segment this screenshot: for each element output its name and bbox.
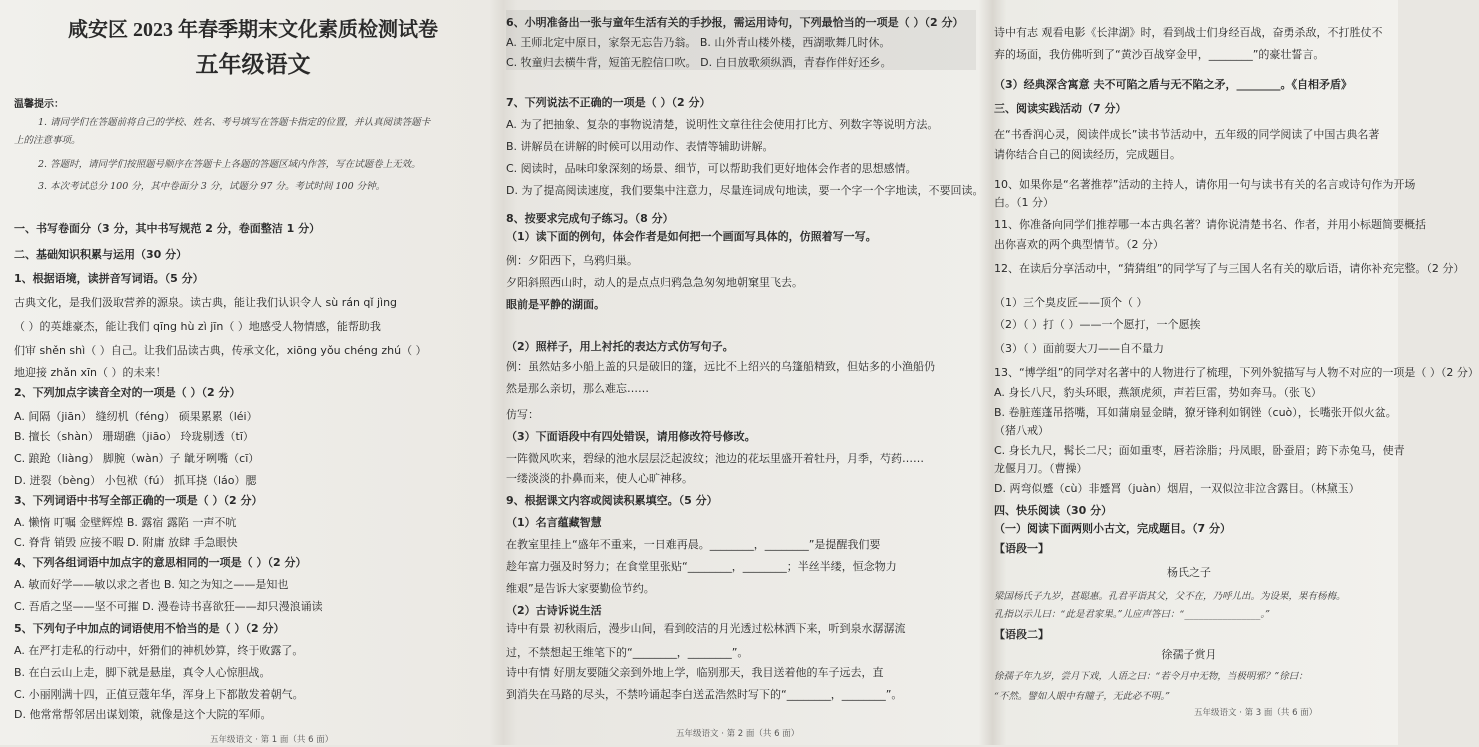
page2-line: 诗中有情 好朋友要随父亲到外地上学，临别那天，我目送着他的车子远去，直 [506, 666, 884, 679]
page2-line: 一缕淡淡的扑鼻而来，使人心旷神移。 [506, 472, 693, 485]
page-3-footer: 五年级语文 · 第 3 面（共 6 面） [1194, 708, 1318, 718]
page-1-footer: 五年级语文 · 第 1 面（共 6 面） [210, 735, 334, 745]
page1-line: C. 小丽刚满十四，正值豆蔻年华，浑身上下都散发着朝气。 [14, 688, 304, 701]
page3-line: （1）三个臭皮匠——顶个（ ） [994, 296, 1148, 309]
page3-line: （3）经典深含寓意 夫不可陷之盾与无不陷之矛，________。《自相矛盾》 [994, 78, 1352, 91]
page1-line: C. 脊背 销毁 应接不暇 D. 附庸 放肆 手急眼快 [14, 536, 238, 549]
page1-line: 4、下列各组词语中加点字的意思相同的一项是（ ）（2 分） [14, 556, 307, 569]
exam-subtitle: 五年级语文 [195, 52, 311, 77]
page3-line: 白。（1 分） [994, 196, 1054, 209]
page3-line: 【语段二】 [994, 628, 1049, 641]
page2-line: 在教室里挂上“盛年不重来，一日难再晨。________，________”是提醒我们要 [506, 538, 881, 551]
page2-line: C. 阅读时，品味印象深刻的场景、细节，可以帮助我们更好地体会作者的思想感情。 [506, 162, 917, 175]
page3-line: 四、快乐阅读（30 分） [994, 504, 1113, 517]
page2-line: 例：虽然姑多小船上盖的只是破旧的篷，远比不上绍兴的乌篷船精致，但姑多的小渔船仍 [506, 360, 935, 373]
page3-line: “不然。譬如人眼中有瞳子，无此必不明。” [994, 691, 1170, 702]
page2-line: 眼前是平静的湖面。 [506, 298, 605, 311]
page-2-footer: 五年级语文 · 第 2 面（共 6 面） [676, 729, 800, 739]
page3-line: C. 身长九尺，髯长二尺；面如重枣，唇若涂脂；丹凤眼，卧蚕眉；跨下赤兔马，使青 [994, 444, 1405, 457]
page2-line: B. 讲解员在讲解的时候可以用动作、表情等辅助讲解。 [506, 140, 774, 153]
page2-line: 6、小明准备出一张与童年生活有关的手抄报，需运用诗句，下列最恰当的一项是（ ）（2 分） [506, 16, 964, 29]
page1-line: B. 在白云山上走，脚下就是悬崖，真令人心惊胆战。 [14, 666, 271, 679]
page1-line: C. 踉跄（liàng） 脚腕（wàn）子 龇牙咧嘴（cī） [14, 452, 260, 465]
page2-line: （2）古诗诉说生活 [506, 604, 602, 617]
page2-line: 仿写： [506, 408, 539, 421]
page3-line: （3）（ ）面前耍大刀——自不量力 [994, 342, 1164, 355]
page3-line: 徐孺子赏月 [1161, 648, 1217, 661]
page1-line: D. 他常常帮邻居出谋划策，就像是这个大院的军师。 [14, 708, 272, 721]
page-1 [14, 0, 492, 745]
page1-line: 一、书写卷面分（3 分，其中书写规范 2 分，卷面整洁 1 分） [14, 222, 321, 235]
page2-line: 夕阳斜照西山时，动人的是点点归鸦急急匆匆地朝窠里飞去。 [506, 276, 803, 289]
page2-line: 8、按要求完成句子练习。（8 分） [506, 212, 674, 225]
page2-line: （3）下面语段中有四处错误，请用修改符号修改。 [506, 430, 756, 443]
tip-2: 2. 答题时，请同学们按照题号顺序在答题卡上各题的答题区域内作答，写在试题卷上无效。 [38, 159, 421, 170]
page2-line: A. 王师北定中原日，家祭无忘告乃翁。 B. 山外青山楼外楼，西湖歌舞几时休。 [506, 36, 891, 49]
page1-line: A. 懒惰 叮嘱 金壁辉煌 B. 露宿 露陷 一声不吭 [14, 516, 237, 529]
tips-title: 温馨提示： [14, 99, 64, 110]
page3-line: （猪八戒） [994, 424, 1049, 437]
page-3 [994, 0, 1479, 745]
page2-line: 诗中有景 初秋雨后，漫步山间，看到皎洁的月光透过松林洒下来，听到泉水潺潺流 [506, 622, 906, 635]
page3-line: 三、阅读实践活动（7 分） [994, 102, 1127, 115]
page3-line: 弃的场面，我仿佛听到了“黄沙百战穿金甲，________”的豪壮誓言。 [994, 48, 1325, 61]
page1-line: A. 在严打走私的行动中，奸猾们的神机妙算，终于败露了。 [14, 644, 304, 657]
page2-line: 例：夕阳西下，乌鸦归巢。 [506, 254, 638, 267]
page3-line: 出你喜欢的两个典型情节。（2 分） [994, 238, 1164, 251]
page2-line: C. 牧童归去横牛背，短笛无腔信口吹。 D. 白日放歌须纵酒，青春作伴好还乡。 [506, 56, 892, 69]
page1-line: 古典文化，是我们汲取营养的源泉。读古典，能让我们认识令人 sù rán qǐ jìng [14, 296, 398, 309]
page1-line: 二、基础知识积累与运用（30 分） [14, 248, 188, 261]
page3-line: （2）（ ）打（ ）——一个愿打，一个愿挨 [994, 318, 1201, 331]
page1-line: 们审 shěn shì（ ）自己。让我们品读古典，传承文化，xiōng yǒu chéng zhú（ ） [14, 344, 427, 357]
page2-line: 到消失在马路的尽头，不禁吟诵起李白送孟浩然时写下的“________，________”。 [506, 688, 903, 701]
page1-line: D. 迸裂（bèng） 小包袱（fú） 抓耳挠（láo）腮 [14, 474, 257, 487]
page2-line: 过，不禁想起王维笔下的“________，________”。 [506, 646, 749, 659]
page1-line: A. 敏而好学——敏以求之者也 B. 知之为知之——是知也 [14, 578, 289, 591]
page2-line: 趁年富力强及时努力；在食堂里张贴“________，________；半丝半缕，恒念物力 [506, 560, 897, 573]
page3-line: 13、“博学组”的同学对名著中的人物进行了梳理，下列外貌描写与人物不对应的一项是（ ）（2 分） [994, 366, 1479, 379]
page1-line: B. 擅长（shàn） 珊瑚礁（jiāo） 玲珑剔透（tī） [14, 430, 254, 443]
tip-1: 1. 请同学们在答题前将自己的学校、姓名、考号填写在答题卡指定的位置，并认真阅读答题卡 [38, 117, 431, 128]
page1-line: C. 吾盾之坚——坚不可摧 D. 漫卷诗书喜欲狂——却只漫浪诵读 [14, 600, 323, 613]
page3-line: 请你结合自己的阅读经历，完成题目。 [994, 148, 1181, 161]
page3-line: 杨氏之子 [1167, 566, 1211, 579]
page1-line: 2、下列加点字读音全对的一项是（ ）（2 分） [14, 386, 241, 399]
page2-line: D. 为了提高阅读速度，我们要集中注意力，尽量连词成句地读，要一个字一个字地读，不要回读。 [506, 184, 984, 197]
page3-line: 12、在读后分享活动中，“猜猜组”的同学写了与三国人名有关的歇后语，请你补充完整。（2 分） [994, 262, 1465, 275]
page1-line: （ ）的英雄豪杰，能让我们 qīng hù zì jīn（ ）地感受人物情感，能帮助我 [14, 320, 381, 333]
page3-line: D. 两弯似蹙（cù）非蹙罥（juàn）烟眉，一双似泣非泣含露目。（林黛玉） [994, 482, 1360, 495]
page-2 [506, 0, 984, 745]
page3-line: （一）阅读下面两则小古文，完成题目。（7 分） [994, 522, 1231, 535]
page3-line: 10、如果你是“名著推荐”活动的主持人，请你用一句与读书有关的名言或诗句作为开场 [994, 178, 1416, 191]
page3-line: B. 卷脏莲蓬吊搭嘴，耳如蒲扇显金睛，獠牙锋利如钢锉（cuò），长嘴张开似火盆。 [994, 406, 1397, 419]
page2-line: （1）名言蕴藏智慧 [506, 516, 602, 529]
page2-line: A. 为了把抽象、复杂的事物说清楚，说明性文章往往会使用打比方、列数字等说明方法。 [506, 118, 939, 131]
page3-line: 孔指以示儿曰：“此是君家果。”儿应声答曰：“________________。” [994, 609, 1270, 620]
page3-line: A. 身长八尺，豹头环眼，燕颔虎须，声若巨雷，势如奔马。（张飞） [994, 386, 1322, 399]
exam-title: 咸安区 2023 年春季期末文化素质检测试卷 [68, 19, 438, 41]
page3-line: 在“书香润心灵，阅读伴成长”读书节活动中，五年级的同学阅读了中国古典名著 [994, 128, 1380, 141]
page3-line: 龙偃月刀。（曹操） [994, 462, 1088, 475]
page1-line: 1、根据语境，读拼音写词语。（5 分） [14, 272, 204, 285]
page2-line: 然是那么亲切，那么难忘…… [506, 382, 649, 395]
page3-line: 梁国杨氏子九岁，甚聪惠。孔君平诣其父，父不在，乃呼儿出。为设果，果有杨梅。 [994, 591, 1346, 602]
page1-line: 地迎接 zhǎn xīn（ ）的未来！ [14, 366, 167, 379]
page2-line: 维艰”是告诉大家要勤俭节约。 [506, 582, 655, 595]
page3-line: 徐孺子年九岁，尝月下戏，人语之曰：“若令月中无物，当极明邪？”徐曰： [994, 671, 1308, 682]
tip-1-cont: 上的注意事项。 [14, 135, 81, 146]
page2-line: 9、根据课文内容或阅读积累填空。（5 分） [506, 494, 718, 507]
page2-line: 7、下列说法不正确的一项是（ ）（2 分） [506, 96, 711, 109]
page1-line: 5、下列句子中加点的词语使用不恰当的是（ ）（2 分） [14, 622, 285, 635]
page2-line: （2）照样子，用上衬托的表达方式仿写句子。 [506, 340, 734, 353]
page2-line: 一阵微风吹来，碧绿的池水层层泛起波纹；池边的花坛里盛开着牡丹，月季，芍药…… [506, 452, 924, 465]
page1-line: 3、下列词语中书写全部正确的一项是（ ）（2 分） [14, 494, 263, 507]
page1-line: A. 间隔（jiān） 缝纫机（féng） 硕果累累（léi） [14, 410, 258, 423]
page3-line: 11、你准备向同学们推荐哪一本古典名著？请你说清楚书名、作者，并用小标题简要概括 [994, 218, 1426, 231]
page3-line: 【语段一】 [994, 542, 1049, 555]
page2-line: （1）读下面的例句，体会作者是如何把一个画面写具体的，仿照着写一写。 [506, 230, 877, 243]
page3-line: 诗中有志 观看电影《长津湖》时，看到战士们身经百战，奋勇杀敌，不打胜仗不 [994, 26, 1383, 39]
tip-3: 3. 本次考试总分 100 分，其中卷面分 3 分，试题分 97 分。考试时间 100 分钟。 [38, 181, 386, 192]
